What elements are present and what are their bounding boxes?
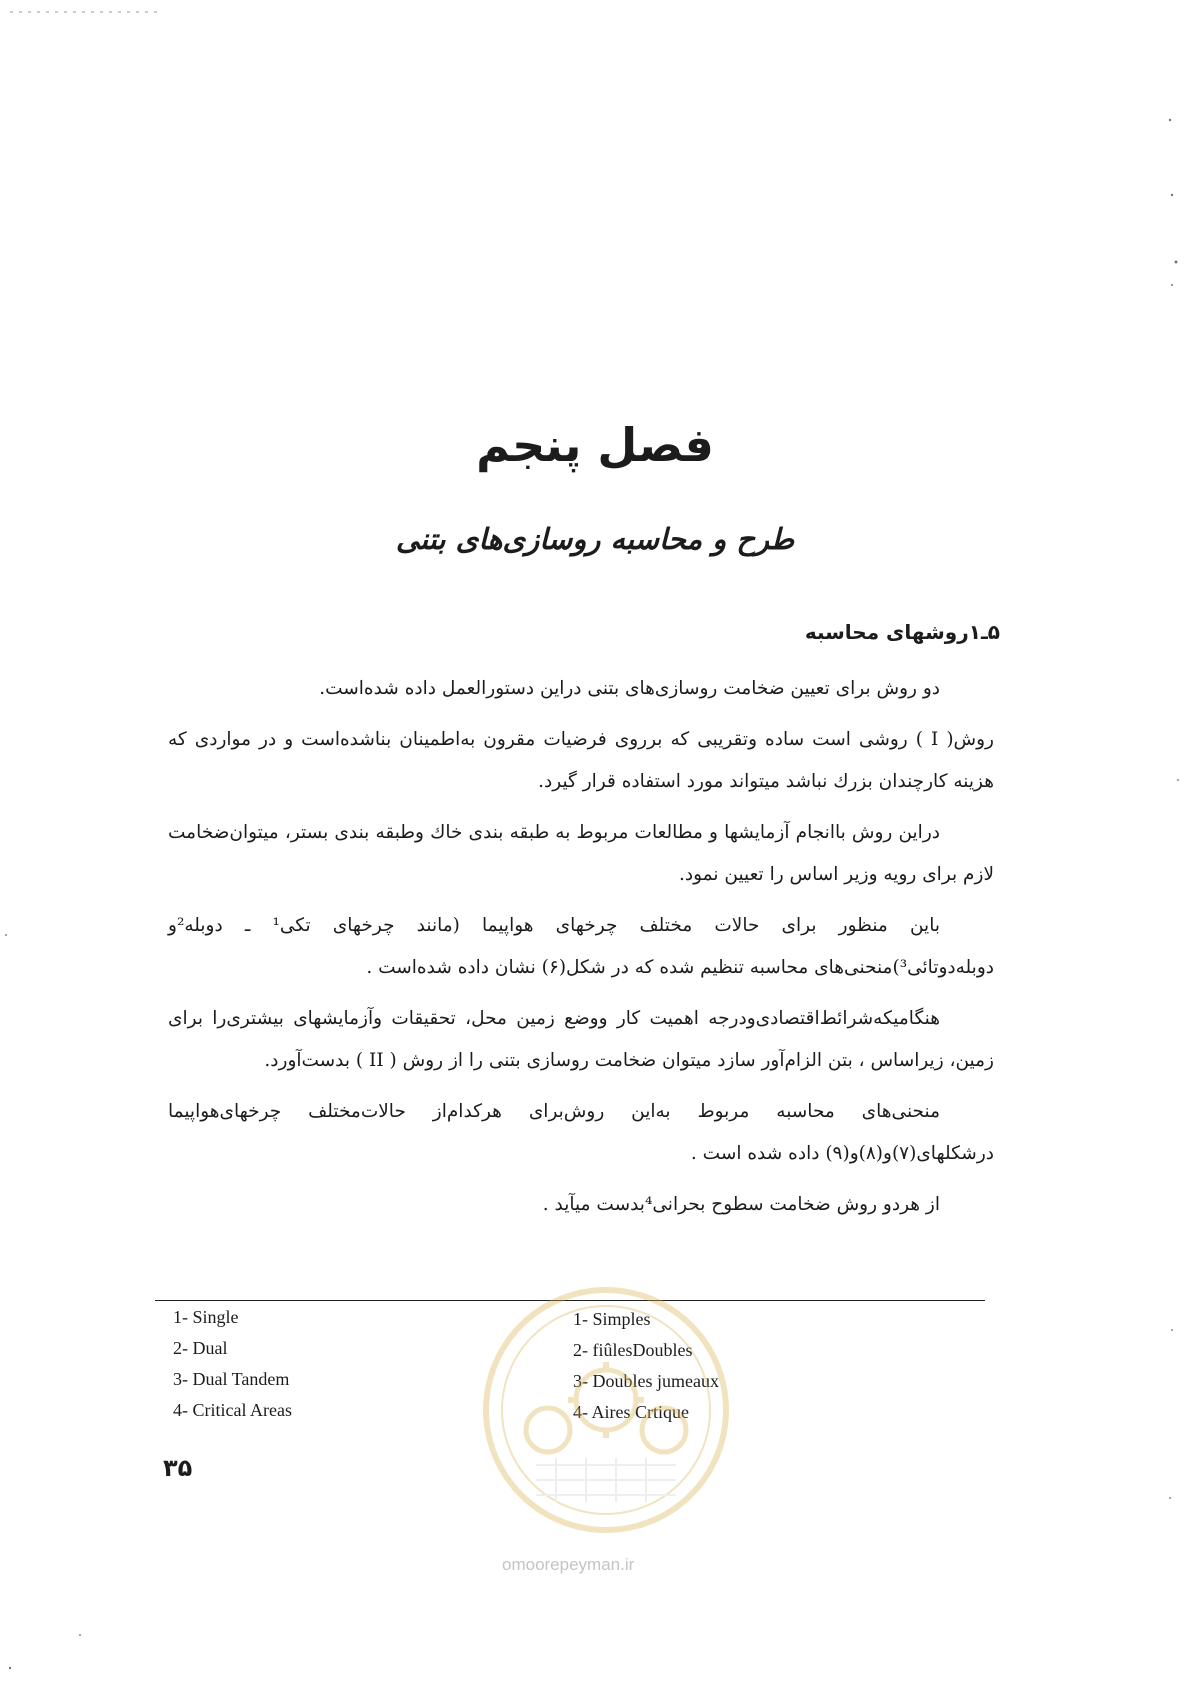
paragraph-3: دراین روش باانجام آزمایشها و مطالعات مربوط به طبقه بندی خاك وطبقه بندی بستر، میتوان‌ضخامت لازم برای رویه وزیر اساس را تعیین نمود.	[168, 822, 994, 885]
body-text	[168, 668, 994, 1235]
paragraph-5: هنگامیکه‌شرائط‌اقتصادی‌ودرجه اهمیت کار ووضع زمین محل، تحقیقات وآزمایشهای بیشتری‌را برای زمین، زیراساس ، بتن الزام‌آور سازد میتوان ضخامت روسازی بتنی را از روش ( II ) بدست‌آورد.	[168, 1008, 994, 1071]
paragraph-2: روش( I ) روشی است ساده وتقریبی که برروی فرضیات مقرون به‌اطمینان بناشده‌است و در مواردی که هزینه کارچندان بزرك نباشد میتواند مورد استفاده قرار گیرد.	[168, 729, 994, 792]
footnote-divider	[155, 1300, 985, 1301]
chapter-title: فصل پنجم	[476, 418, 714, 472]
watermark-url: omoorepeyman.ir	[502, 1555, 635, 1574]
page-number: ۳۵	[163, 1454, 193, 1482]
paragraph-7: از هردو روش ضخامت سطوح بحرانی⁴بدست میآید .	[542, 1194, 940, 1215]
footnote-item: 4- Critical Areas	[173, 1400, 292, 1420]
section-heading: ۵ـ۱روشهای محاسبه	[804, 620, 1000, 644]
footnote-item: 1- Simples	[573, 1309, 651, 1329]
footnote-item: 4- Aires Crtique	[573, 1402, 689, 1422]
footnotes-english	[173, 1302, 292, 1426]
footnote-item: 3- Dual Tandem	[173, 1369, 290, 1389]
chapter-subtitle: طرح و محاسبه روسازی‌های بتنی	[395, 522, 795, 556]
footnote-item: 3- Doubles jumeaux	[573, 1371, 719, 1391]
paragraph-1: دو روش برای تعیین ضخامت روسازی‌های بتنی دراین دستورالعمل داده شده‌است.	[319, 678, 940, 699]
footnotes-french	[573, 1304, 719, 1428]
footnote-item: 2- fiûlesDoubles	[573, 1340, 693, 1360]
footnote-item: 1- Single	[173, 1307, 239, 1327]
paragraph-4: باین منظور برای حالات مختلف چرخهای هواپیما (مانند چرخهای تکی¹ ـ دوبله²و دوبله‌دوتائی³)منحنی‌های محاسبه تنظیم شده که در شکل(۶) نشان داده شده‌است .	[168, 915, 994, 978]
footnote-item: 2- Dual	[173, 1338, 228, 1358]
paragraph-6: منحنی‌های محاسبه مربوط به‌این روش‌برای هرکدام‌از حالات‌مختلف چرخهای‌هواپیما درشکلهای(۷)و(۸)و(۹) داده شده است .	[168, 1101, 994, 1164]
